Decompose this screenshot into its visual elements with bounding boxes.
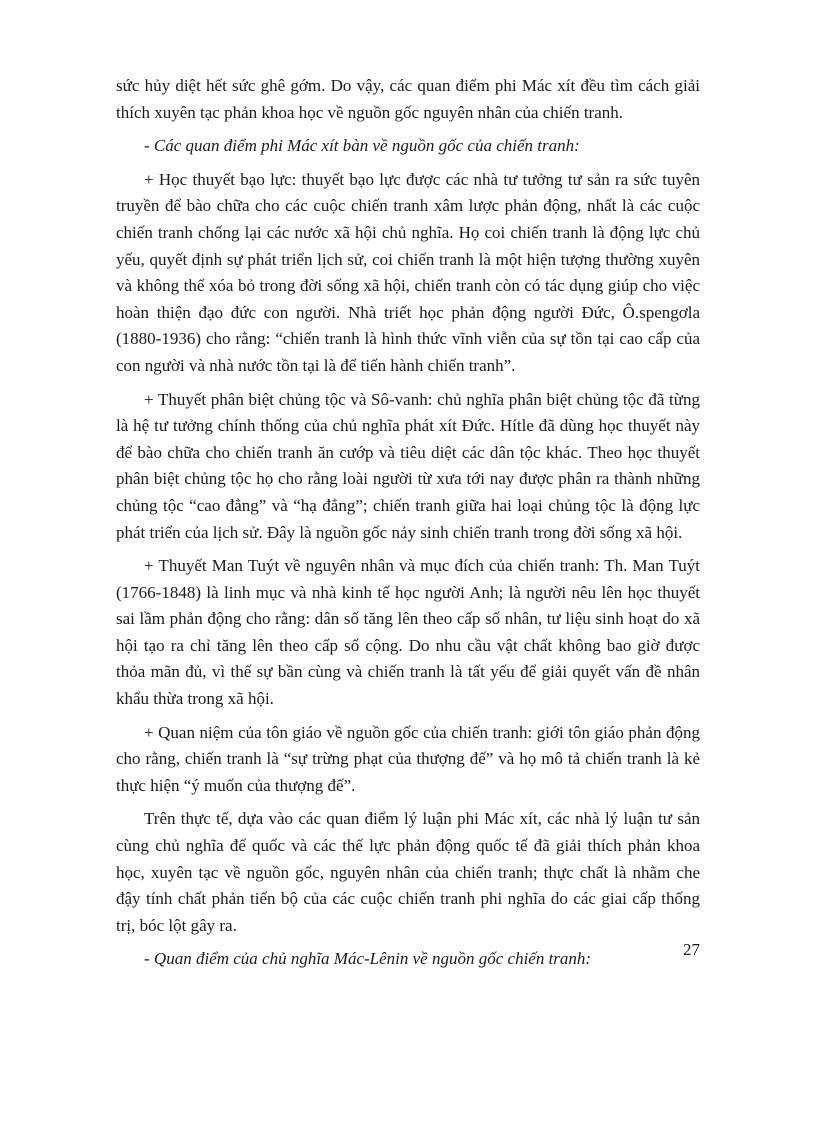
paragraph-racism-theory: + Thuyết phân biệt chủng tộc và Sô-vanh: chủ nghĩa phân biệt chủng tộc đã từng là hệ tư tưởng chính thống của chủ nghĩa phát xít Đức. Hítle đã dùng học thuyết này để bào chữa cho chiến tranh ăn cướp và tiêu diệt các dân tộc khác. Theo học thuyết phân biệt chủng tộc họ cho rằng loài người từ xưa tới nay được phân ra thành những chủng tộc “cao đẳng” và “hạ đẳng”; chiến tranh giữa hai loại chủng tộc là động lực phát triển của lịch sử. Đây là nguồn gốc nảy sinh chiến tranh trong đời sống xã hội. [116, 389, 700, 542]
paragraph-religious-view: + Quan niệm của tôn giáo về nguồn gốc của chiến tranh: giới tôn giáo phản động cho rằng, chiến tranh là “sự trừng phạt của thượng đế” và họ mô tả chiến tranh là kẻ thực hiện “ý muốn của thượng đế”. [116, 722, 700, 795]
paragraph-malthus-theory: + Thuyết Man Tuýt về nguyên nhân và mục đích của chiến tranh: Th. Man Tuýt (1766-1848) là linh mục và nhà kinh tế học người Anh; là người nêu lên học thuyết sai lầm phản động cho rằng: dân số tăng lên theo cấp số nhân, tư liệu sinh hoạt do xã hội tạo ra chỉ tăng lên theo cấp số cộng. Do nhu cầu vật chất không bao giờ được thỏa mãn đủ, vì thế sự bần cùng và chiến tranh là tất yếu để giải quyết vấn đề nhân khẩu thừa trong xã hội. [116, 556, 700, 709]
heading-non-marxist-views: - Các quan điểm phi Mác xít bàn về nguồn gốc của chiến tranh: [144, 136, 580, 156]
paragraph-violence-theory: + Học thuyết bạo lực: thuyết bạo lực được các nhà tư tưởng tư sản ra sức tuyên truyền để bào chữa cho các cuộc chiến tranh xâm lược phản động, nhất là các cuộc chiến tranh chống lại các nước xã hội chủ nghĩa. Họ coi chiến tranh là động lực chủ yếu, quyết định sự phát triển lịch sử, coi chiến tranh là một hiện tượng thường xuyên và không thể xóa bỏ trong đời sống xã hội, chiến tranh còn có tác dụng giúp cho việc hoàn thiện đạo đức con người. Nhà triết học phản động người Đức, Ô.spengơla (1880-1936) cho rằng: “chiến tranh là hình thức vĩnh viễn của sự tồn tại cao cấp của con người và nhà nước tồn tại là để tiến hành chiến tranh”. [116, 169, 700, 375]
heading-marxist-leninist-view: - Quan điểm của chủ nghĩa Mác-Lênin về nguồn gốc chiến tranh: [144, 949, 592, 969]
paragraph-summary: Trên thực tế, dựa vào các quan điểm lý luận phi Mác xít, các nhà lý luận tư sản cùng chủ nghĩa đế quốc và các thế lực phản động quốc tế đã giải thích phản khoa học, xuyên tạc về nguồn gốc, nguyên nhân của chiến tranh; thực chất là nhằm che đậy tính chất phản tiến bộ của các cuộc chiến tranh phi nghĩa do các giai cấp thống trị, bóc lột gây ra. [116, 809, 700, 935]
page-body [116, 73, 700, 980]
page-number: 27 [683, 940, 700, 959]
paragraph-intro-continuation: sức hủy diệt hết sức ghê gớm. Do vậy, các quan điểm phi Mác xít đều tìm cách giải thích xuyên tạc phản khoa học về nguồn gốc nguyên nhân của chiến tranh. [116, 76, 700, 122]
